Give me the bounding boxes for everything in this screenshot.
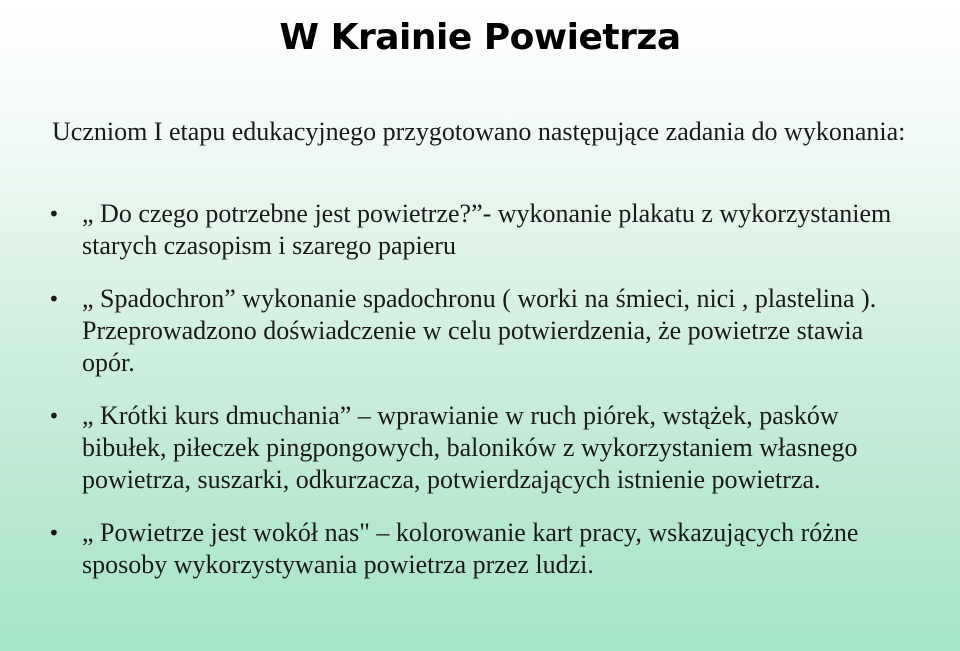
bullet-list (0, 198, 960, 602)
list-item-text: „ Spadochron” wykonanie spadochronu ( worki na śmieci, nici , plastelina ). Przeprowadzono doświadczenie w celu potwierdzenia, że powietrze stawia opór. (82, 284, 877, 377)
list-item-text: „ Krótki kurs dmuchania” – wprawianie w ruch piórek, wstążek, pasków bibułek, piłeczek pingpongowych, baloników z wykorzystaniem własnego powietrza, suszarki, odkurzacza, potwierdzających istnienie powietrza. (82, 401, 858, 494)
bullet-icon: • (48, 202, 60, 226)
intro-text: Uczniom I etapu edukacyjnego przygotowano następujące zadania do wykonania: (52, 117, 906, 146)
list-item (0, 283, 960, 379)
list-item (0, 198, 960, 262)
list-item-text: „ Powietrze jest wokół nas" – kolorowanie kart pracy, wskazujących różne sposoby wykorzystywania powietrza przez ludzi. (82, 518, 859, 579)
list-item (0, 400, 960, 496)
bullet-icon: • (48, 521, 60, 545)
list-item-text: „ Do czego potrzebne jest powietrze?”- wykonanie plakatu z wykorzystaniem starych czasopism i szarego papieru (82, 199, 892, 260)
list-item (0, 517, 960, 581)
bullet-icon: • (48, 404, 60, 428)
slide-title: W Krainie Powietrza (279, 17, 681, 58)
bullet-icon: • (48, 287, 60, 311)
